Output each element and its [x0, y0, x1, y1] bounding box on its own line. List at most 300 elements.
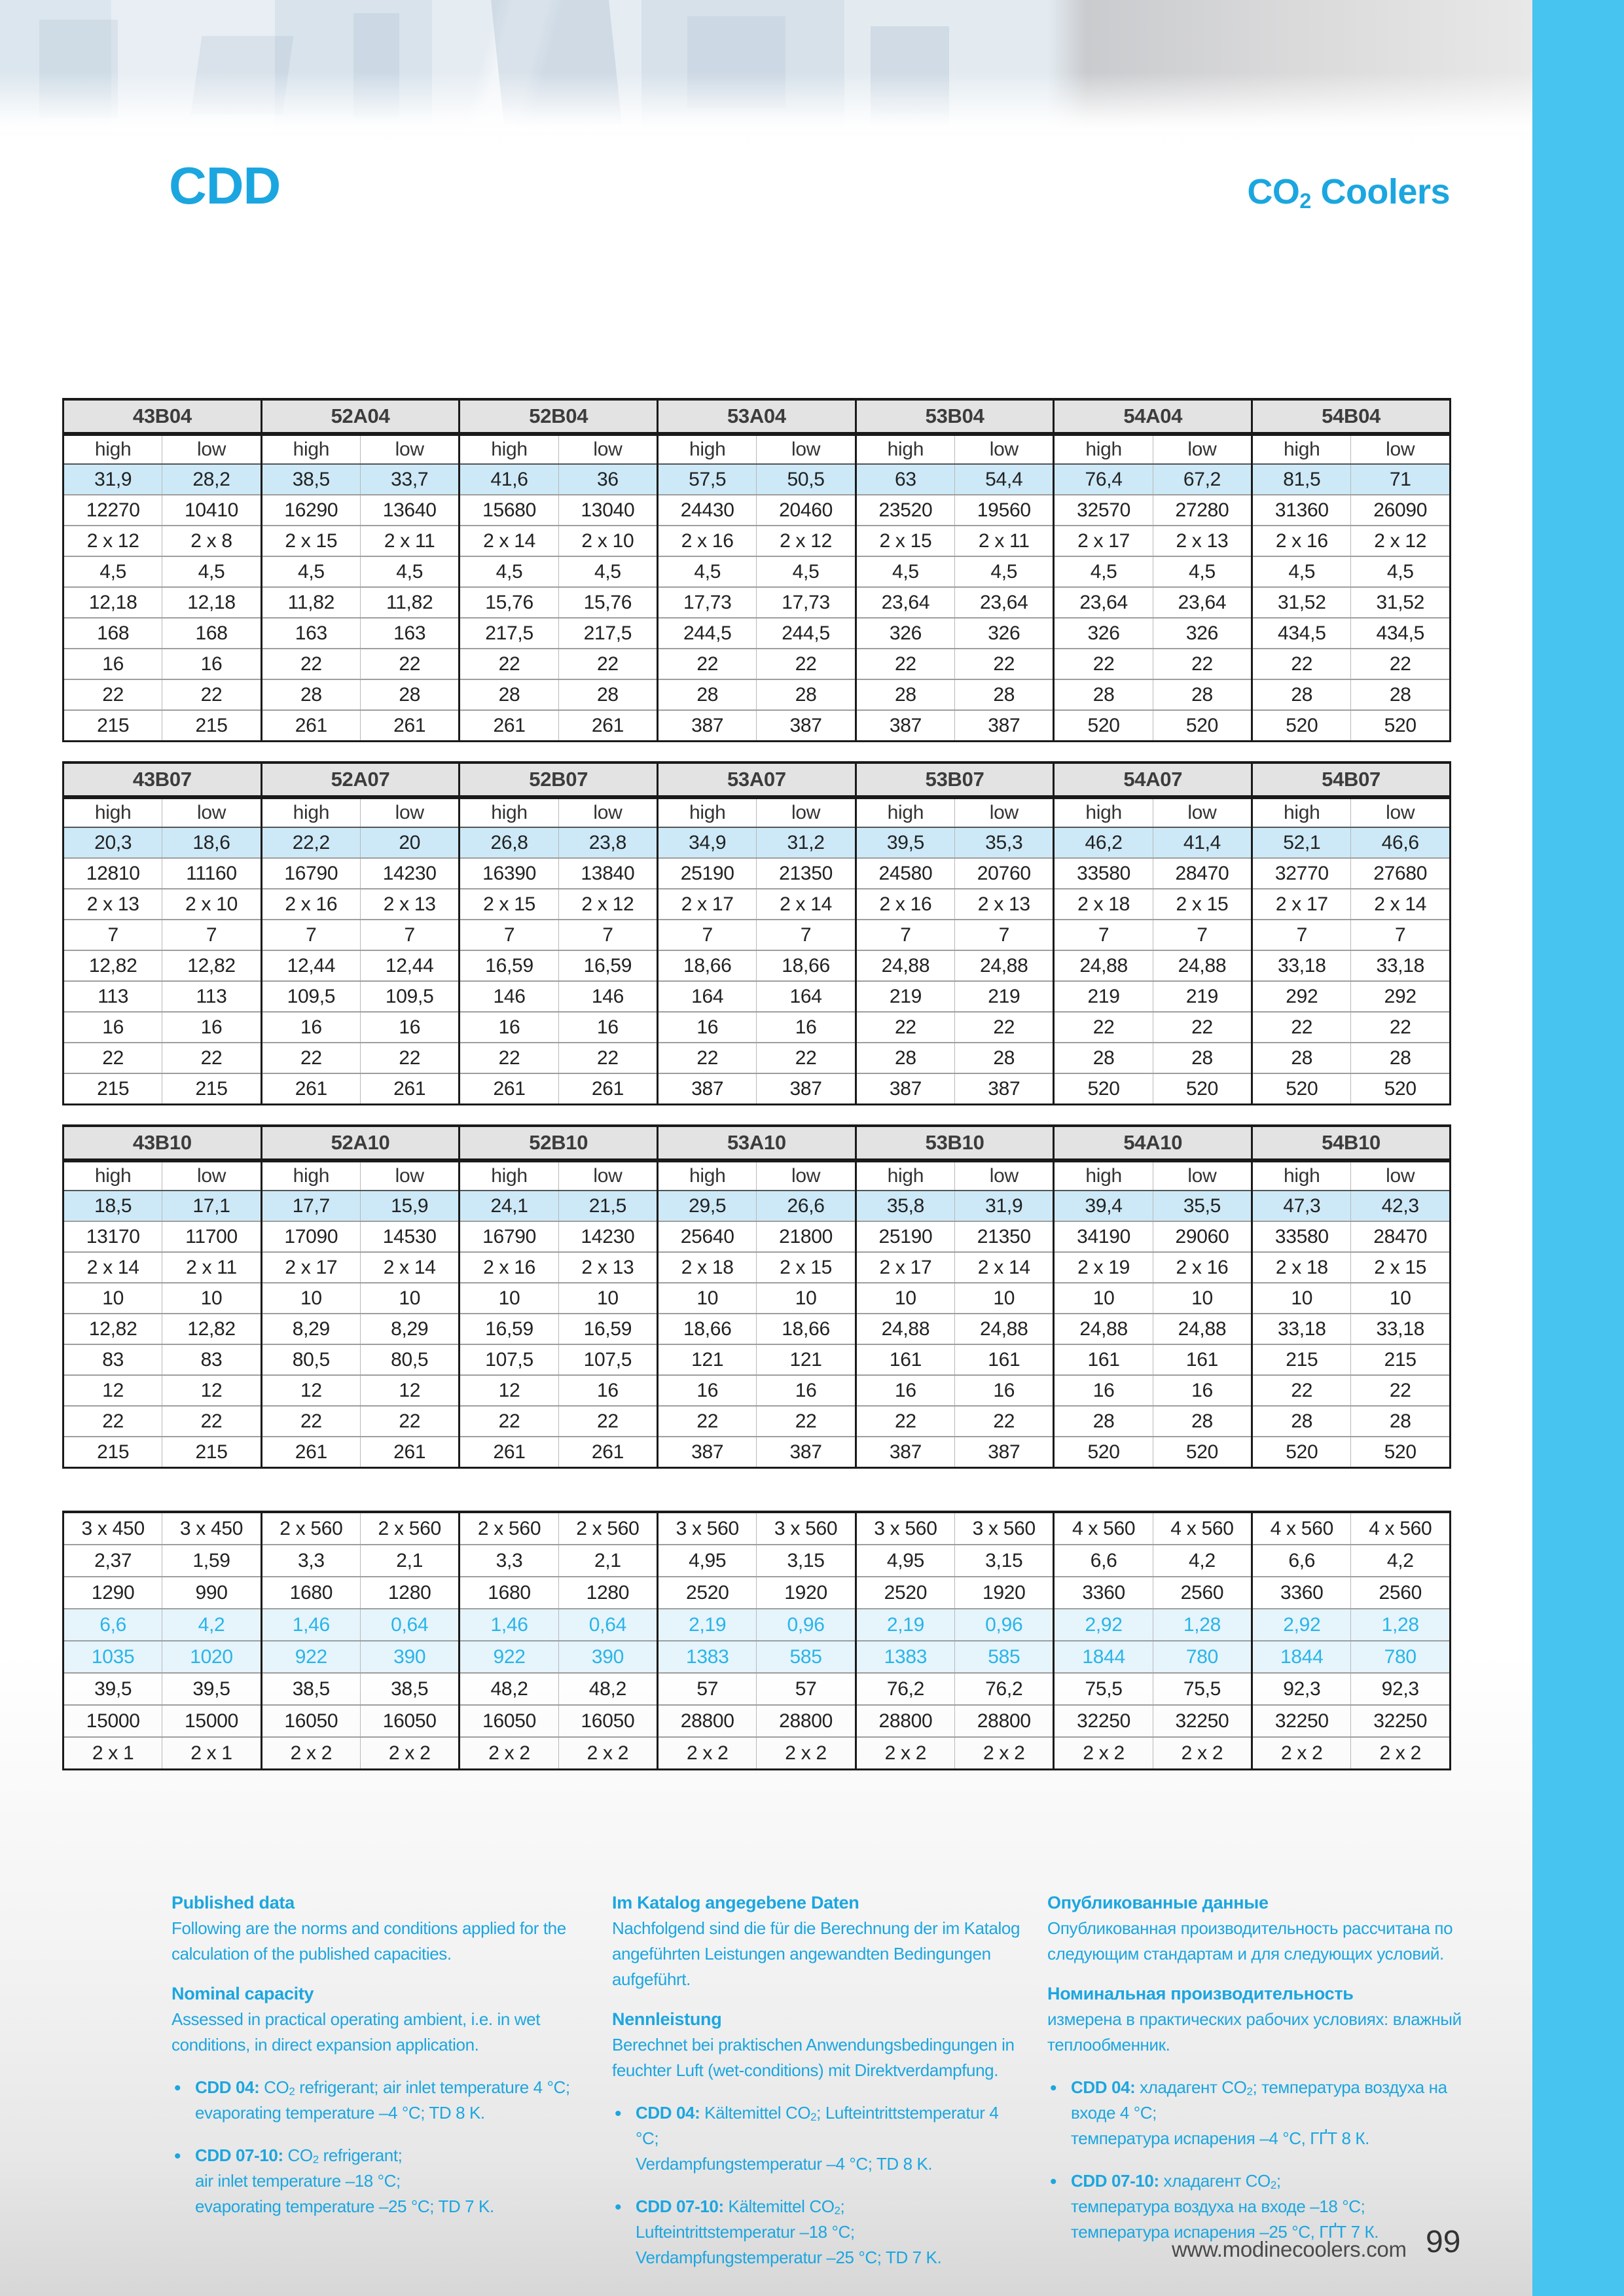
notes-paragraph: Nachfolgend sind die für die Berechnung der im Katalog angeführten Leistungen angewandten Bedingungen aufgeführt. [612, 1918, 1020, 1989]
model-header-cell: 53A10 [658, 1126, 856, 1160]
value-cell: 24,88 [1153, 950, 1252, 981]
value-cell: 7 [261, 920, 360, 950]
value-cell: 2,92 [1252, 1609, 1351, 1641]
value-cell: 2 x 15 [1153, 889, 1252, 920]
value-cell: 434,5 [1351, 618, 1451, 649]
value-cell: 1680 [460, 1577, 558, 1609]
value-cell: 16 [955, 1375, 1054, 1406]
value-cell: 80,5 [361, 1344, 460, 1375]
value-cell: 75,5 [1153, 1673, 1252, 1705]
value-cell: 1920 [955, 1577, 1054, 1609]
table-row [63, 1406, 1451, 1437]
value-cell: 13040 [558, 495, 657, 526]
value-cell: 22,2 [261, 827, 360, 858]
value-cell: 387 [856, 1073, 954, 1105]
value-cell: 164 [658, 981, 757, 1012]
value-cell: 10 [261, 1283, 360, 1314]
value-cell: 2 x 14 [955, 1252, 1054, 1283]
value-cell: 3360 [1252, 1577, 1351, 1609]
value-cell: 12270 [63, 495, 162, 526]
model-header-cell: 54A10 [1054, 1126, 1252, 1160]
value-cell: 6,6 [63, 1609, 162, 1641]
value-cell: 16 [658, 1375, 757, 1406]
value-cell: 2 x 13 [558, 1252, 657, 1283]
value-cell: 12,82 [162, 1314, 261, 1344]
col-header-cell: low [1351, 797, 1451, 827]
value-cell: 33,18 [1252, 950, 1351, 981]
value-cell: 4,5 [1054, 556, 1153, 587]
col-header-cell: low [955, 797, 1054, 827]
notes-bullet: • CDD 04: хладагент $CO_2$; температура воздуха на входе 4 °C; температура испарения –4 °C, ГҐТ 8 К. [1047, 2075, 1473, 2151]
table-row [63, 526, 1451, 556]
value-cell: 12810 [63, 858, 162, 889]
value-cell: 31,2 [757, 827, 856, 858]
value-cell: 67,2 [1153, 464, 1252, 495]
value-cell: 10 [1153, 1283, 1252, 1314]
value-cell: 4,5 [63, 556, 162, 587]
value-cell: 32770 [1252, 858, 1351, 889]
value-cell: 2 x 10 [162, 889, 261, 920]
table-row [63, 920, 1451, 950]
value-cell: 161 [1153, 1344, 1252, 1375]
value-cell: 2 x 12 [558, 889, 657, 920]
value-cell: 18,66 [658, 1314, 757, 1344]
value-cell: 83 [162, 1344, 261, 1375]
notes-column-en [171, 1893, 581, 2236]
value-cell: 12 [63, 1375, 162, 1406]
value-cell: 23,64 [1153, 587, 1252, 618]
value-cell: 24,88 [856, 1314, 954, 1344]
value-cell: 17,7 [261, 1191, 360, 1221]
notes-paragraph: Following are the norms and conditions applied for the calculation of the published capacities. [171, 1918, 566, 1964]
value-cell: 109,5 [261, 981, 360, 1012]
value-cell: 16050 [460, 1705, 558, 1737]
value-cell: 22 [558, 1043, 657, 1073]
value-cell: 2 x 11 [361, 526, 460, 556]
value-cell: 32250 [1252, 1705, 1351, 1737]
table-row [63, 1512, 1451, 1545]
spec-table [62, 1124, 1451, 1469]
value-cell: 7 [658, 920, 757, 950]
value-cell: 10 [460, 1283, 558, 1314]
value-cell: 22 [361, 649, 460, 679]
value-cell: 22 [1252, 649, 1351, 679]
col-header-cell: low [1351, 434, 1451, 464]
value-cell: 20460 [757, 495, 856, 526]
value-cell: 1,46 [261, 1609, 360, 1641]
value-cell: 71 [1351, 464, 1451, 495]
value-cell: 16 [558, 1375, 657, 1406]
value-cell: 261 [361, 710, 460, 742]
model-header-cell: 54B04 [1252, 399, 1451, 434]
value-cell: 17,1 [162, 1191, 261, 1221]
col-header-cell: low [955, 434, 1054, 464]
value-cell: 28 [856, 1043, 954, 1073]
value-cell: 22 [1153, 1012, 1252, 1043]
model-header-cell: 54B07 [1252, 762, 1451, 797]
value-cell: 29060 [1153, 1221, 1252, 1252]
value-cell: 28 [1153, 1043, 1252, 1073]
value-cell: 22 [63, 679, 162, 710]
value-cell: 2 x 2 [1153, 1737, 1252, 1770]
value-cell: 261 [460, 1073, 558, 1105]
value-cell: 21,5 [558, 1191, 657, 1221]
value-cell: 2 x 2 [856, 1737, 954, 1770]
spec-table-cdd07 [62, 761, 1451, 1105]
value-cell: 10410 [162, 495, 261, 526]
notes-bullet: • CDD 07-10: Kältemittel $CO_2$; Lufteintrittstemperatur –18 °C; Verdampfungstemperatur –25 °C; TD 7 K. [612, 2194, 1024, 2270]
value-cell: 28 [955, 679, 1054, 710]
value-cell: 28,2 [162, 464, 261, 495]
bottom-spec-table [62, 1511, 1451, 1770]
value-cell: 2 x 2 [1054, 1737, 1153, 1770]
value-cell: 387 [955, 710, 1054, 742]
table-row [63, 1673, 1451, 1705]
value-cell: 4,5 [757, 556, 856, 587]
value-cell: 215 [1252, 1344, 1351, 1375]
notes-paragraph: Опубликованная производительность рассчитана по следующим стандартам и для следующих условий. [1047, 1918, 1453, 1964]
table-row [63, 889, 1451, 920]
value-cell: 22 [1351, 1375, 1451, 1406]
table-row [63, 1221, 1451, 1252]
value-cell: 326 [1153, 618, 1252, 649]
value-cell: 28 [658, 679, 757, 710]
col-header-cell: low [162, 797, 261, 827]
value-cell: 83 [63, 1344, 162, 1375]
value-cell: 12,82 [63, 1314, 162, 1344]
table-row [63, 827, 1451, 858]
table-row [63, 1012, 1451, 1043]
value-cell: 520 [1054, 710, 1153, 742]
value-cell: 121 [757, 1344, 856, 1375]
value-cell: 25640 [658, 1221, 757, 1252]
value-cell: 0,96 [757, 1609, 856, 1641]
table-row [63, 1283, 1451, 1314]
value-cell: 24,88 [856, 950, 954, 981]
value-cell: 28800 [955, 1705, 1054, 1737]
value-cell: 32250 [1351, 1705, 1451, 1737]
col-header-cell: high [261, 797, 360, 827]
value-cell: 146 [460, 981, 558, 1012]
col-header-cell: low [757, 434, 856, 464]
value-cell: 24430 [658, 495, 757, 526]
value-cell: 215 [162, 1073, 261, 1105]
value-cell: 76,2 [955, 1673, 1054, 1705]
table-row [63, 679, 1451, 710]
value-cell: 4,95 [856, 1545, 954, 1577]
value-cell: 28 [261, 679, 360, 710]
value-cell: 520 [1351, 1073, 1451, 1105]
value-cell: 2 x 2 [460, 1737, 558, 1770]
value-cell: 22 [261, 649, 360, 679]
subscript: 2 [312, 2153, 319, 2166]
value-cell: 8,29 [361, 1314, 460, 1344]
bullet-model-label: CDD 04: [636, 2103, 700, 2123]
col-header-cell: high [1252, 434, 1351, 464]
value-cell: 520 [1054, 1437, 1153, 1468]
value-cell: 28800 [658, 1705, 757, 1737]
value-cell: 7 [1252, 920, 1351, 950]
value-cell: 16 [460, 1012, 558, 1043]
value-cell: 4,2 [1351, 1545, 1451, 1577]
value-cell: 16,59 [558, 950, 657, 981]
value-cell: 22 [1351, 1012, 1451, 1043]
table-row [63, 618, 1451, 649]
value-cell: 4 x 560 [1054, 1512, 1153, 1545]
value-cell: 28 [1054, 1043, 1153, 1073]
col-header-cell: high [1054, 434, 1153, 464]
value-cell: 7 [361, 920, 460, 950]
value-cell: 7 [1153, 920, 1252, 950]
value-cell: 387 [955, 1073, 1054, 1105]
value-cell: 16050 [558, 1705, 657, 1737]
notes-heading: Номинальная производительность [1047, 1984, 1354, 2003]
value-cell: 11160 [162, 858, 261, 889]
value-cell: 387 [658, 710, 757, 742]
value-cell: 12,18 [162, 587, 261, 618]
value-cell: 4 x 560 [1252, 1512, 1351, 1545]
col-header-cell: low [162, 434, 261, 464]
notes-paragraph: Assessed in practical operating ambient, i.e. in wet conditions, in direct expansion application. [171, 2009, 541, 2054]
value-cell: 15,76 [460, 587, 558, 618]
value-cell: 387 [658, 1073, 757, 1105]
value-cell: 23520 [856, 495, 954, 526]
value-cell: 2 x 16 [856, 889, 954, 920]
value-cell: 390 [558, 1641, 657, 1673]
value-cell: 4,5 [261, 556, 360, 587]
value-cell: 23,64 [856, 587, 954, 618]
value-cell: 16 [757, 1375, 856, 1406]
value-cell: 16390 [460, 858, 558, 889]
value-cell: 3,15 [757, 1545, 856, 1577]
value-cell: 387 [856, 1437, 954, 1468]
model-header-cell: 53B04 [856, 399, 1054, 434]
value-cell: 2 x 15 [1351, 1252, 1451, 1283]
value-cell: 2 x 16 [1252, 526, 1351, 556]
value-cell: 2 x 17 [261, 1252, 360, 1283]
value-cell: 28 [460, 679, 558, 710]
value-cell: 24,1 [460, 1191, 558, 1221]
value-cell: 2 x 2 [361, 1737, 460, 1770]
value-cell: 21800 [757, 1221, 856, 1252]
value-cell: 22 [955, 649, 1054, 679]
value-cell: 387 [757, 710, 856, 742]
value-cell: 1,59 [162, 1545, 261, 1577]
value-cell: 146 [558, 981, 657, 1012]
value-cell: 7 [162, 920, 261, 950]
value-cell: 22 [1054, 1012, 1153, 1043]
value-cell: 2 x 16 [460, 1252, 558, 1283]
value-cell: 15680 [460, 495, 558, 526]
table-row [63, 495, 1451, 526]
value-cell: 2 x 2 [1351, 1737, 1451, 1770]
value-cell: 17,73 [658, 587, 757, 618]
table-row [63, 1705, 1451, 1737]
value-cell: 326 [856, 618, 954, 649]
value-cell: 81,5 [1252, 464, 1351, 495]
value-cell: 33,7 [361, 464, 460, 495]
col-header-cell: low [1153, 1160, 1252, 1191]
value-cell: 780 [1153, 1641, 1252, 1673]
value-cell: 121 [658, 1344, 757, 1375]
value-cell: 22 [1351, 649, 1451, 679]
spec-table [62, 761, 1451, 1105]
spec-table-cdd10 [62, 1124, 1451, 1469]
value-cell: 22 [1252, 1012, 1351, 1043]
value-cell: 22 [460, 1406, 558, 1437]
col-header-cell: high [261, 1160, 360, 1191]
value-cell: 0,64 [558, 1609, 657, 1641]
value-cell: 261 [558, 1437, 657, 1468]
value-cell: 1,28 [1351, 1609, 1451, 1641]
value-cell: 2,92 [1054, 1609, 1153, 1641]
value-cell: 2520 [856, 1577, 954, 1609]
value-cell: 23,64 [1054, 587, 1153, 618]
value-cell: 48,2 [558, 1673, 657, 1705]
model-header-cell: 53A04 [658, 399, 856, 434]
value-cell: 217,5 [460, 618, 558, 649]
value-cell: 38,5 [361, 1673, 460, 1705]
table-row [63, 710, 1451, 742]
value-cell: 52,1 [1252, 827, 1351, 858]
value-cell: 2 x 17 [1054, 526, 1153, 556]
value-cell: 2 x 13 [955, 889, 1054, 920]
value-cell: 41,6 [460, 464, 558, 495]
notes-paragraph: измерена в практических рабочих условиях: влажный теплообменник. [1047, 2009, 1462, 2054]
value-cell: 1035 [63, 1641, 162, 1673]
value-cell: 46,6 [1351, 827, 1451, 858]
value-cell: 18,66 [757, 1314, 856, 1344]
value-cell: 26090 [1351, 495, 1451, 526]
value-cell: 32250 [1153, 1705, 1252, 1737]
value-cell: 2 x 13 [361, 889, 460, 920]
value-cell: 18,5 [63, 1191, 162, 1221]
value-cell: 12,82 [63, 950, 162, 981]
value-cell: 23,8 [558, 827, 657, 858]
value-cell: 168 [162, 618, 261, 649]
value-cell: 11,82 [361, 587, 460, 618]
table-row [63, 1191, 1451, 1221]
value-cell: 387 [658, 1437, 757, 1468]
value-cell: 31,9 [63, 464, 162, 495]
value-cell: 292 [1351, 981, 1451, 1012]
value-cell: 261 [361, 1073, 460, 1105]
value-cell: 24,88 [1054, 1314, 1153, 1344]
table-row [63, 556, 1451, 587]
value-cell: 22 [162, 1406, 261, 1437]
value-cell: 10 [856, 1283, 954, 1314]
product-prefix: CO [1247, 172, 1300, 211]
value-cell: 1,46 [460, 1609, 558, 1641]
value-cell: 31,52 [1252, 587, 1351, 618]
value-cell: 19560 [955, 495, 1054, 526]
notes-bullet-list [171, 2075, 581, 2219]
value-cell: 18,66 [658, 950, 757, 981]
value-cell: 1,28 [1153, 1609, 1252, 1641]
value-cell: 10 [63, 1283, 162, 1314]
value-cell: 2 x 17 [658, 889, 757, 920]
value-cell: 12,18 [63, 587, 162, 618]
value-cell: 20760 [955, 858, 1054, 889]
value-cell: 25190 [856, 1221, 954, 1252]
value-cell: 244,5 [658, 618, 757, 649]
value-cell: 28 [361, 679, 460, 710]
value-cell: 585 [955, 1641, 1054, 1673]
value-cell: 261 [261, 1437, 360, 1468]
value-cell: 2 x 15 [261, 526, 360, 556]
value-cell: 26,6 [757, 1191, 856, 1221]
value-cell: 76,4 [1054, 464, 1153, 495]
value-cell: 15000 [162, 1705, 261, 1737]
value-cell: 28 [1054, 679, 1153, 710]
value-cell: 7 [757, 920, 856, 950]
value-cell: 57 [658, 1673, 757, 1705]
value-cell: 12,44 [261, 950, 360, 981]
value-cell: 990 [162, 1577, 261, 1609]
value-cell: 39,5 [162, 1673, 261, 1705]
value-cell: 16050 [361, 1705, 460, 1737]
value-cell: 520 [1153, 1437, 1252, 1468]
value-cell: 10 [955, 1283, 1054, 1314]
value-cell: 16 [757, 1012, 856, 1043]
model-header-cell: 53B10 [856, 1126, 1054, 1160]
value-cell: 4,5 [558, 556, 657, 587]
value-cell: 34190 [1054, 1221, 1153, 1252]
value-cell: 2 x 560 [361, 1512, 460, 1545]
model-header-cell: 43B04 [63, 399, 262, 434]
value-cell: 219 [1153, 981, 1252, 1012]
header-photo-strip [0, 0, 1624, 131]
value-cell: 24,88 [955, 1314, 1054, 1344]
value-cell: 1844 [1054, 1641, 1153, 1673]
value-cell: 28800 [856, 1705, 954, 1737]
value-cell: 76,2 [856, 1673, 954, 1705]
value-cell: 215 [97, 1077, 130, 1100]
value-cell: 1920 [757, 1577, 856, 1609]
value-cell: 28 [558, 679, 657, 710]
value-cell: 10 [1252, 1283, 1351, 1314]
notes-paragraph: Berechnet bei praktischen Anwendungsbedingungen in feuchter Luft (wet-conditions) mit Direktverdampfung. [612, 2035, 1015, 2080]
value-cell: 2 x 13 [1153, 526, 1252, 556]
value-cell: 3 x 450 [162, 1512, 261, 1545]
value-cell: 387 [856, 710, 954, 742]
value-cell: 4,5 [460, 556, 558, 587]
table-row [63, 1314, 1451, 1344]
col-header-cell: high [1054, 1160, 1153, 1191]
value-cell: 2 x 2 [558, 1737, 657, 1770]
value-cell: 16 [658, 1012, 757, 1043]
table-row [63, 464, 1451, 495]
col-header-cell: high [460, 434, 558, 464]
value-cell: 18,6 [162, 827, 261, 858]
col-header-cell: high [658, 797, 757, 827]
value-cell: 387 [757, 1437, 856, 1468]
model-header-cell: 52A10 [261, 1126, 460, 1160]
value-cell: 16,59 [460, 950, 558, 981]
value-cell: 2 x 19 [1054, 1252, 1153, 1283]
value-cell: 24,88 [1054, 950, 1153, 981]
value-cell: 520 [1153, 1073, 1252, 1105]
spec-table [62, 398, 1451, 742]
model-header-cell: 52A04 [261, 399, 460, 434]
value-cell: 22 [261, 1406, 360, 1437]
value-cell: 10 [658, 1283, 757, 1314]
col-header-cell: high [856, 434, 954, 464]
value-cell: 22 [1054, 649, 1153, 679]
value-cell: 14530 [361, 1221, 460, 1252]
value-cell: 33580 [1252, 1221, 1351, 1252]
value-cell: 4,5 [856, 556, 954, 587]
